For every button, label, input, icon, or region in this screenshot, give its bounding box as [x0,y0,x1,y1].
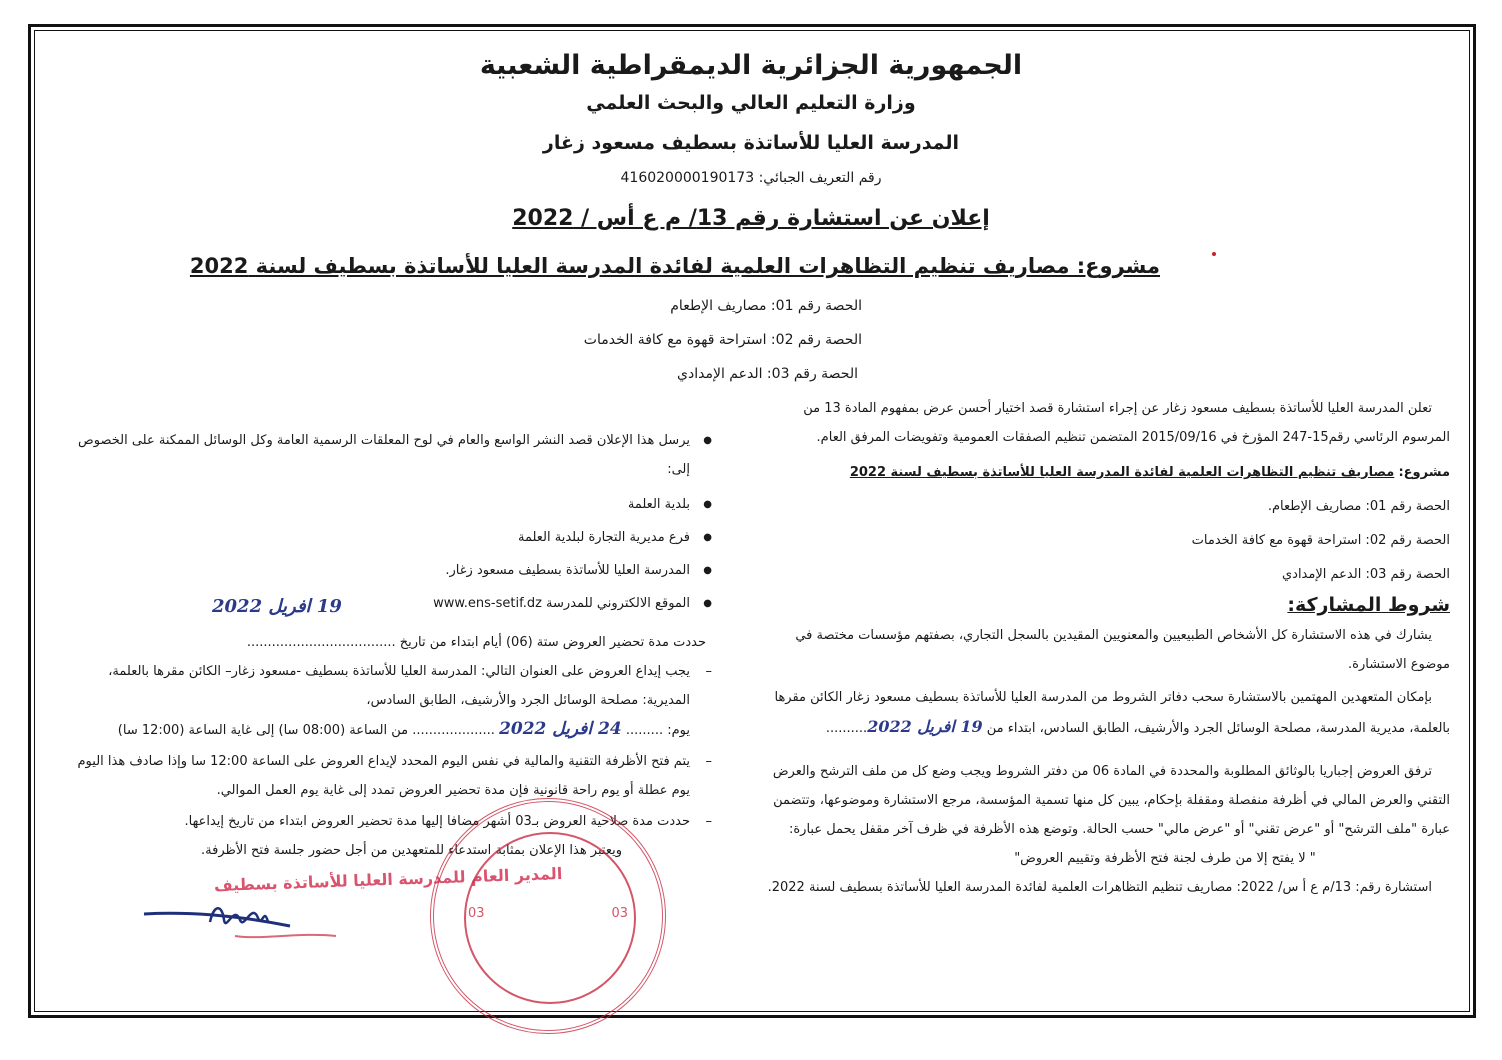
deposit-date-handwritten: 24 افريل 2022 [499,719,622,739]
publish-item: ● يرسل هذا الإعلان قصد النشر الواسع والعام في لوح المعلقات الرسمية العامة وكل الوسائل الممكنة على الخصوص إلى: [62,426,690,484]
tax-id: رقم التعريف الجبائي: 416020000190173 [620,170,882,186]
left-column [62,426,712,865]
lot-1: الحصة رقم 01: مصاريف الإطعام [670,298,862,314]
lot-2: الحصة رقم 02: استراحة قهوة مع كافة الخدمات [583,332,862,348]
right-lot-3: الحصة رقم 03: الدعم الإمدادي [1281,567,1450,582]
prep-date-handwritten: 19 افريل 2022 [212,596,342,617]
project-text: مصاريف تنظيم التظاهرات العلمية لفائدة المدرسة العليا للأساتذة بسطيف لسنة 2022 [849,465,1395,480]
consultation-reference: استشارة رقم: 13/م ع أ س/ 2022: مصاريف تنظيم التظاهرات العلمية لفائدة المدرسة العليا للأساتذة بسطيف لسنة 2022. [767,880,1432,895]
signature-caption-stamp: المدير العام للمدرسة العليا للأساتذة بسطيف [213,863,563,896]
stamp-number: 03 [611,906,628,921]
deposit-text: يجب إيداع العروض على العنوان التالي: المدرسة العليا للأساتذة بسطيف -مسعود زغار– الكائن مقرها بالعلمة، المديرية: مصلحة الوسائل الجرد والأرشيف، الطابق السادس، [108,664,690,708]
conditions-paragraph-1: يشارك في هذه الاستشارة كل الأشخاص الطبيعيين والمعنويين المقيدين بالسجل التجاري، بصفتهم مؤسسات مختصة في موضوع الاستشارة. [795,628,1450,672]
prep-period-line: حددت مدة تحضير العروض ستة (06) أيام ابتداء من تاريخ .................................... [246,635,706,650]
project-label: مشروع: [1398,465,1450,480]
prep-period-text: حددت مدة تحضير العروض ستة (06) أيام ابتداء من تاريخ [399,635,706,650]
deposit-day-label: يوم: [667,723,690,738]
stamp-number: 03 [468,906,485,921]
recipient-item: ● بلدية العلمة [62,490,690,519]
right-lot-2: الحصة رقم 02: استراحة قهوة مع كافة الخدمات [1191,533,1450,548]
lot-3: الحصة رقم 03: الدعم الإمدادي [677,366,858,382]
recipient-item: ● فرع مديرية التجارة لبلدية العلمة [62,523,690,552]
envelope-quote: " لا يفتح إلا من طرف لجنة فتح الأظرفة وتقييم العروض" [1014,851,1316,866]
withdraw-date-handwritten: 19 افريل 2022 [867,717,983,736]
opening-item: – يتم فتح الأظرفة التقنية والمالية في نفس اليوم المحدد لإيداع العروض على الساعة 12:00 سا وإذا صادف هذا اليوم يوم عطلة أو يوم راحة قانونية فإن مدة تحضير العروض تمدد إلى غاية يوم العمل الموالي. [62,747,690,805]
official-stamp [430,798,666,1034]
ink-dot [1212,252,1216,256]
right-column [760,394,1450,902]
stamp-inner-ring [464,832,636,1004]
school-title: المدرسة العليا للأساتذة بسطيف مسعود زغار [542,132,960,154]
invitation-line: ويعتبر هذا الإعلان بمثابة استدعاء للمتعهدين من أجل حضور جلسة فتح الأظرفة. [201,843,622,858]
conditions-paragraph-2: بإمكان المتعهدين المهتمين بالاستشارة سحب دفاتر الشروط من المدرسة العليا للأساتذة بسطيف مسعود زغار الكائن مقرها بالعلمة، مديرية المدرسة، مصلحة الوسائل الجرد والأرشيف، الطابق السادس، ابتداء من 19 افريل 2022.......... [774,690,1450,736]
conditions-paragraph-3: ترفق العروض إجباريا بالوثائق المطلوبة والمحددة في المادة 06 من دفتر الشروط ويجب وضع كل من ملف الترشح والعرض التقني والعرض المالي في أظرفة منفصلة ومقفلة بإحكام، يبين كل منها تسمية المؤسسة، مرجع الاستشارة وموضوعها، وتتضمن عبارة "ملف الترشح" أو "عرض تقني" أو "عرض مالي" حسب الحالة. وتوضع هذه الأظرفة في ظرف آخر مقفل يحمل عبارة: [772,764,1450,837]
intro-paragraph: تعلن المدرسة العليا للأساتذة بسطيف مسعود زغار عن إجراء استشارة قصد اختيار أحسن عرض بمفهوم المادة 13 من المرسوم الرئاسي رقم15-247 المؤرخ في 2015/09/16 المتضمن تنظيم الصفقات العمومية وتفويضات المرفق العام. [803,401,1450,445]
right-lot-1: الحصة رقم 01: مصاريف الإطعام. [1267,499,1450,514]
deposit-item: – يجب إيداع العروض على العنوان التالي: المدرسة العليا للأساتذة بسطيف -مسعود زغار– الكائن مقرها بالعلمة، المديرية: مصلحة الوسائل الجرد والأرشيف، الطابق السادس، يوم: ......... 24 افريل 2022 .................... من الساعة (08:00 سا) إلى غاية الساعة (12:00 سا) [62,657,690,745]
project-title: مشروع: مصاريف تنظيم التظاهرات العلمية لفائدة المدرسة العليا للأساتذة بسطيف لسنة 2022 [189,254,1160,278]
deposit-time: من الساعة (08:00 سا) إلى غاية الساعة (12:00 سا) [117,723,409,738]
conditions-heading: شروط المشاركة: [1287,594,1450,616]
handwritten-signature [140,892,340,952]
ministry-title: وزارة التعليم العالي والبحث العلمي [586,92,916,114]
recipient-item: ● المدرسة العليا للأساتذة بسطيف مسعود زغار. [62,556,690,585]
validity-item: – حددت مدة صلاحية العروض بـ03 أشهر مضافا إليها مدة تحضير العروض ابتداء من تاريخ إيداعها. [62,807,690,836]
announcement-title: إعلان عن استشارة رقم 13/ م ع أس / 2022 [512,206,990,231]
republic-title: الجمهورية الجزائرية الديمقراطية الشعبية [479,50,1023,81]
project-line [760,458,1450,487]
withdraw-text: بإمكان المتعهدين المهتمين بالاستشارة سحب دفاتر الشروط من المدرسة العليا للأساتذة بسطيف مسعود زغار الكائن مقرها بالعلمة، مديرية المدرسة، مصلحة الوسائل الجرد والأرشيف، الطابق السادس، ابتداء من [774,690,1450,736]
recipient-item: ● الموقع الالكتروني للمدرسة www.ens-setif.dz [62,589,690,618]
